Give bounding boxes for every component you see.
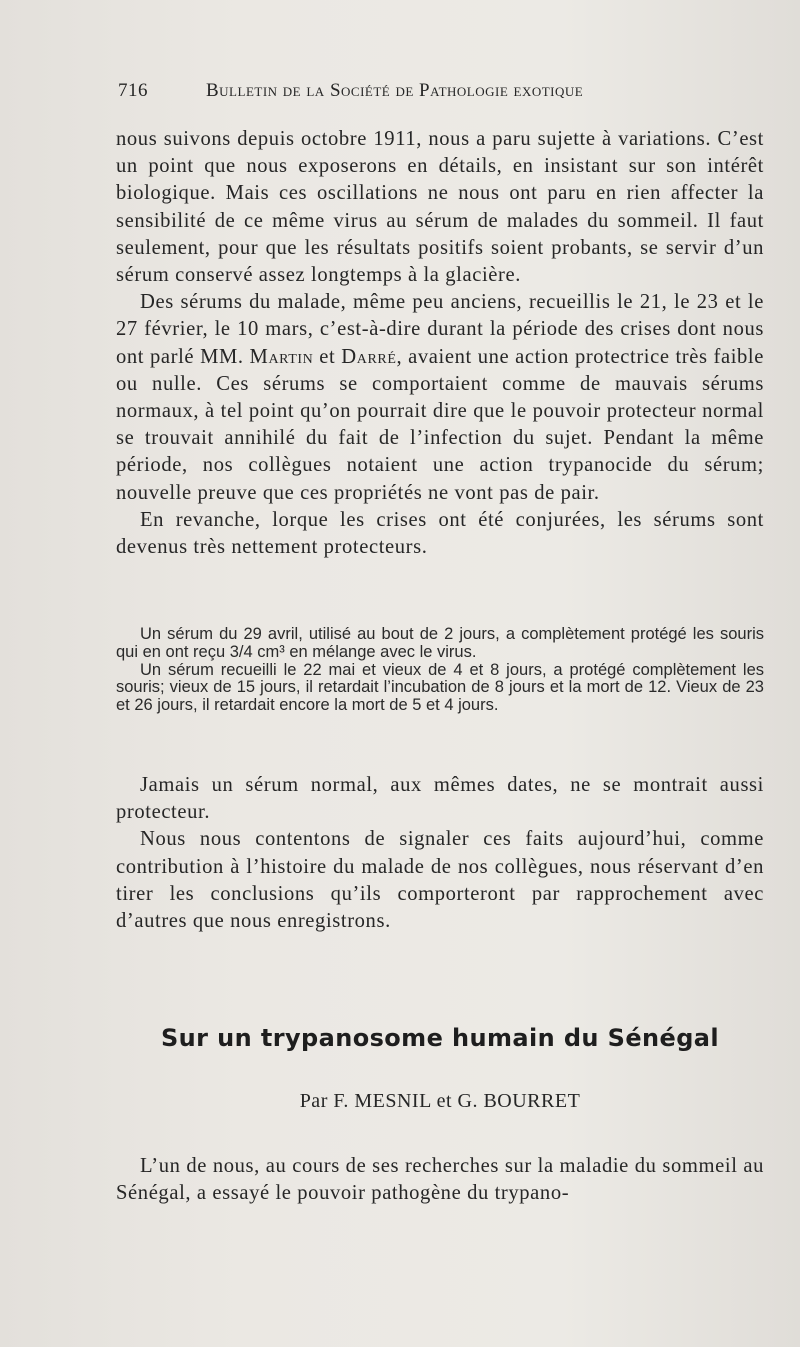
article-text [116, 1153, 764, 1207]
paragraph-2-between: et [313, 345, 342, 368]
author-name-martin: Martin [249, 345, 314, 368]
page-number: 716 [118, 80, 148, 101]
paragraph-3: En revanche, lorque les crises ont été conjurées, les sérums sont devenus très nettement protecteurs. [116, 508, 764, 559]
paragraph-1: nous suivons depuis octobre 1911, nous a paru sujette à variations. C’est un point que nous exposerons en détails, en insistant sur son intérêt biologique. Mais ces oscillations ne nous ont paru en rien affecter la sensibilité de ce même virus au sérum de malades du sommeil. Il faut seulement, pour que les résultats positifs soient probants, se servir d’un sérum conservé assez longtemps à la glacière. [116, 128, 764, 287]
closing-paragraph-1: Jamais un sérum normal, aux mêmes dates, ne se montrait aussi protecteur. [116, 774, 764, 824]
paragraph-2-after: , avaient une action protectrice très faible ou nulle. Ces sérums se comportaient comme de mauvais sérums normaux, à tel point qu’on pourrait dire que le pouvoir protecteur normal se trouvait annihilé du fait de l’infection du sujet. Pendant la même période, nos collègues notaient une action trypanocide du sérum; nouvelle preuve que ces propriétés ne vont pas de pair. [116, 345, 764, 504]
closing-paragraph-2: Nous nous contentons de signaler ces faits aujourd’hui, comme contribution à l’histoire du malade de nos collègues, nous réservant d’en tirer les conclusions qu’ils comporteront par rapprochement avec d’autres que nous enregistrons. [116, 828, 764, 933]
running-header [118, 80, 678, 102]
author-name-darre: Darré [341, 345, 397, 368]
paragraph-2 [116, 289, 764, 507]
main-text [116, 126, 764, 561]
experiment-notes [116, 626, 764, 715]
note-1: Un sérum du 29 avril, utilisé au bout de 2 jours, a complètement protégé les souris qui en ont reçu 3/4 cm³ en mélange avec le virus. [116, 625, 764, 661]
paragraph-2-before: Des sérums du malade, même peu anciens, recueillis le 21, le 23 et le 27 février, le 10 mars, c’est-à-dire durant la période des crises dont nous ont parlé MM. [116, 291, 764, 368]
note-2: Un sérum recueilli le 22 mai et vieux de 4 et 8 jours, a protégé complètement les souris; vieux de 15 jours, il retardait l’incubation de 8 jours et la mort de 12. Vieux de 23 et 26 jours, il retardait encore la mort de 5 et 4 jours. [116, 660, 764, 715]
article-paragraph-1: L’un de nous, au cours de ses recherches sur la maladie du sommeil au Sénégal, a essayé le pouvoir pathogène du trypano- [116, 1155, 764, 1205]
closing-text [116, 772, 764, 935]
article-byline: Par F. MESNIL et G. BOURRET [299, 1090, 581, 1112]
running-title: Bulletin de la Société de Pathologie exotique [206, 80, 584, 101]
article-title: Sur un trypanosome humain du Sénégal [161, 1024, 719, 1052]
